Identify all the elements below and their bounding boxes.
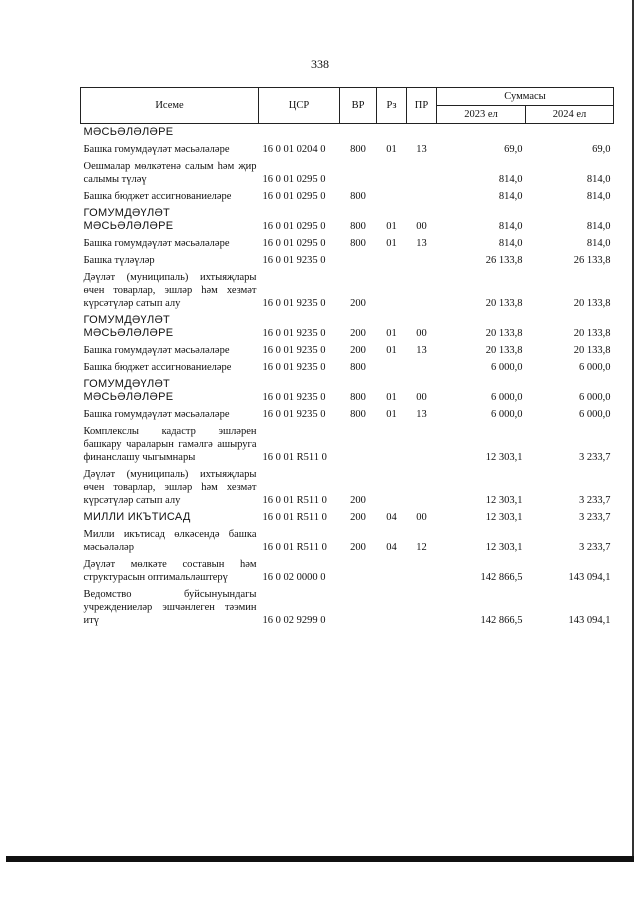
header-csr: ЦСР xyxy=(259,88,340,124)
row-pr: 00 xyxy=(416,221,427,232)
row-pr: 13 xyxy=(416,345,427,356)
row-amount-2023: 69,0 xyxy=(504,144,523,155)
page-bottom-border xyxy=(6,856,634,862)
table-row xyxy=(81,586,614,629)
row-amount-2023: 6 000,0 xyxy=(491,392,523,403)
header-rz: Рз xyxy=(377,88,407,124)
row-vr: 200 xyxy=(350,512,366,523)
row-vr: 800 xyxy=(350,221,366,232)
page-number: 338 xyxy=(311,57,329,71)
header-sums: Суммасы xyxy=(437,88,614,106)
row-amount-2024: 3 233,7 xyxy=(579,542,611,553)
row-vr: 200 xyxy=(350,542,366,553)
row-amount-2023: 142 866,5 xyxy=(480,572,523,583)
row-amount-2023: 12 303,1 xyxy=(485,452,523,463)
table-row xyxy=(81,252,614,269)
table-row xyxy=(81,526,614,556)
row-csr: 16 0 01 9235 0 xyxy=(262,409,326,420)
row-vr: 200 xyxy=(350,328,366,339)
row-rz xyxy=(377,188,407,205)
row-csr: 16 0 01 9235 0 xyxy=(262,298,326,309)
row-rz: 01 xyxy=(386,345,397,356)
row-vr xyxy=(340,124,377,142)
row-name: Башка бюджет ассигнованиеләре xyxy=(83,362,232,373)
row-name: Башка гомумдәүләт мәсьәләләре xyxy=(83,409,230,420)
row-name: ГОМУМДӘҮЛӘТ МӘСЬӘЛӘЛӘРЕ xyxy=(83,314,174,339)
row-csr: 16 0 01 0295 0 xyxy=(262,191,326,202)
row-vr xyxy=(340,556,377,586)
row-csr: 16 0 01 9235 0 xyxy=(262,362,326,373)
row-amount-2023: 12 303,1 xyxy=(485,495,523,506)
row-amount-2023: 20 133,8 xyxy=(485,328,523,339)
table-row xyxy=(81,423,614,466)
row-name: Башка гомумдәүләт мәсьәләләре xyxy=(83,144,230,155)
row-amount-2024: 69,0 xyxy=(592,144,611,155)
row-vr: 800 xyxy=(350,238,366,249)
row-pr xyxy=(407,556,437,586)
row-amount-2023: 6 000,0 xyxy=(491,362,523,373)
row-rz xyxy=(377,586,407,629)
row-amount-2024: 20 133,8 xyxy=(573,328,611,339)
row-csr: 16 0 01 R511 0 xyxy=(262,512,327,523)
row-vr: 800 xyxy=(350,392,366,403)
row-amount-2023: 6 000,0 xyxy=(491,409,523,420)
table-row xyxy=(81,141,614,158)
table-header xyxy=(81,88,614,124)
row-pr: 00 xyxy=(416,328,427,339)
header-year-2023: 2023 ел xyxy=(437,106,526,124)
row-vr: 800 xyxy=(350,362,366,373)
row-amount-2024: 814,0 xyxy=(586,191,611,202)
row-csr: 16 0 01 R511 0 xyxy=(262,542,327,553)
table-row xyxy=(81,359,614,376)
row-pr xyxy=(407,124,437,142)
row-pr xyxy=(407,252,437,269)
row-csr: 16 0 01 R511 0 xyxy=(262,495,327,506)
row-pr xyxy=(407,188,437,205)
row-name: ГОМУМДӘҮЛӘТ МӘСЬӘЛӘЛӘРЕ xyxy=(83,378,174,403)
row-csr: 16 0 02 9299 0 xyxy=(262,615,326,626)
row-csr: 16 0 01 9235 0 xyxy=(262,255,326,266)
row-amount-2023: 12 303,1 xyxy=(485,512,523,523)
row-name: МӘСЬӘЛӘЛӘРЕ xyxy=(83,126,174,138)
row-rz: 04 xyxy=(386,512,397,523)
row-amount-2024: 20 133,8 xyxy=(573,345,611,356)
row-rz xyxy=(377,466,407,509)
row-csr: 16 0 01 9235 0 xyxy=(262,345,326,356)
row-vr: 800 xyxy=(350,144,366,155)
table-body xyxy=(81,124,614,630)
row-amount-2023: 814,0 xyxy=(498,191,523,202)
table-row xyxy=(81,235,614,252)
table-row xyxy=(81,406,614,423)
row-amount-2024 xyxy=(526,124,614,142)
row-amount-2024: 6 000,0 xyxy=(579,392,611,403)
row-amount-2023: 814,0 xyxy=(498,221,523,232)
page-edge-line xyxy=(632,0,634,862)
header-year-2024: 2024 ел xyxy=(526,106,614,124)
row-pr: 13 xyxy=(416,409,427,420)
row-amount-2023 xyxy=(437,124,526,142)
table-row xyxy=(81,124,614,142)
row-rz: 01 xyxy=(386,409,397,420)
row-vr xyxy=(340,252,377,269)
row-rz xyxy=(377,556,407,586)
row-pr xyxy=(407,423,437,466)
row-rz: 01 xyxy=(386,238,397,249)
row-amount-2024: 143 094,1 xyxy=(568,615,611,626)
row-pr xyxy=(407,158,437,188)
row-name: Башка гомумдәүләт мәсьәләләре xyxy=(83,345,230,356)
row-pr xyxy=(407,269,437,312)
row-name: Башка гомумдәүләт мәсьәләләре xyxy=(83,238,230,249)
row-rz xyxy=(377,124,407,142)
row-csr: 16 0 01 9235 0 xyxy=(262,328,326,339)
row-rz: 01 xyxy=(386,144,397,155)
row-pr: 00 xyxy=(416,392,427,403)
table-row xyxy=(81,312,614,342)
row-vr xyxy=(340,158,377,188)
header-pr: ПР xyxy=(407,88,437,124)
row-pr: 12 xyxy=(416,542,427,553)
table-row xyxy=(81,466,614,509)
row-rz xyxy=(377,252,407,269)
row-vr: 200 xyxy=(350,495,366,506)
row-rz: 01 xyxy=(386,328,397,339)
header-vr: ВР xyxy=(340,88,377,124)
row-amount-2024: 814,0 xyxy=(586,174,611,185)
row-pr: 13 xyxy=(416,238,427,249)
table-row xyxy=(81,509,614,526)
row-rz: 04 xyxy=(386,542,397,553)
row-amount-2023: 814,0 xyxy=(498,238,523,249)
row-amount-2024: 814,0 xyxy=(586,238,611,249)
row-rz: 01 xyxy=(386,221,397,232)
row-name: Ведомство буйсынуындагы учреждениеләр эшчәнлеген тәэмин итү xyxy=(83,589,257,626)
row-amount-2023: 814,0 xyxy=(498,174,523,185)
row-pr: 00 xyxy=(416,512,427,523)
row-name: Комплекслы кадастр эшләрен башкару чараларын гамәлгә ашыруга финанслашу чыгымнары xyxy=(83,426,257,463)
row-rz xyxy=(377,423,407,466)
row-rz xyxy=(377,359,407,376)
row-name: Дәүләт (муниципаль) ихтыяҗлары өчен товарлар, эшләр һәм хезмәт күрсәтүләр сатып алу xyxy=(83,272,257,309)
row-amount-2024: 20 133,8 xyxy=(573,298,611,309)
row-csr: 16 0 01 0295 0 xyxy=(262,238,326,249)
row-csr: 16 0 02 0000 0 xyxy=(262,572,326,583)
row-name: Оешмалар мөлкәтенә салым һәм җир салымы түләү xyxy=(83,161,257,185)
row-vr: 800 xyxy=(350,191,366,202)
row-amount-2023: 26 133,8 xyxy=(485,255,523,266)
row-name: Милли икътисад өлкәсендә башка мәсьәләләр xyxy=(83,529,257,553)
row-amount-2024: 814,0 xyxy=(586,221,611,232)
row-csr xyxy=(259,124,340,142)
row-vr xyxy=(340,423,377,466)
row-pr xyxy=(407,359,437,376)
row-vr xyxy=(340,586,377,629)
row-rz: 01 xyxy=(386,392,397,403)
table-row xyxy=(81,376,614,406)
row-amount-2024: 3 233,7 xyxy=(579,495,611,506)
row-name: Башка бюджет ассигнованиеләре xyxy=(83,191,232,202)
row-rz xyxy=(377,158,407,188)
table-row xyxy=(81,158,614,188)
row-csr: 16 0 01 0204 0 xyxy=(262,144,326,155)
row-amount-2024: 143 094,1 xyxy=(568,572,611,583)
row-amount-2023: 20 133,8 xyxy=(485,345,523,356)
row-name: Башка түләүләр xyxy=(83,255,155,266)
header-name: Исеме xyxy=(81,88,259,124)
table-row xyxy=(81,188,614,205)
row-csr: 16 0 01 0295 0 xyxy=(262,221,326,232)
row-csr: 16 0 01 9235 0 xyxy=(262,392,326,403)
row-amount-2023: 12 303,1 xyxy=(485,542,523,553)
table-row xyxy=(81,556,614,586)
row-rz xyxy=(377,269,407,312)
row-amount-2024: 6 000,0 xyxy=(579,409,611,420)
row-amount-2024: 3 233,7 xyxy=(579,452,611,463)
table-row xyxy=(81,205,614,235)
budget-table xyxy=(80,87,614,629)
table-row xyxy=(81,342,614,359)
row-csr: 16 0 01 0295 0 xyxy=(262,174,326,185)
row-name: Дәүләт (муниципаль) ихтыяҗлары өчен товарлар, эшләр һәм хезмәт күрсәтүләр сатып алу xyxy=(83,469,257,506)
row-vr: 200 xyxy=(350,298,366,309)
row-name: МИЛЛИ ИКЪТИСАД xyxy=(83,511,191,523)
row-vr: 800 xyxy=(350,409,366,420)
row-csr: 16 0 01 R511 0 xyxy=(262,452,327,463)
table-row xyxy=(81,269,614,312)
row-amount-2024: 26 133,8 xyxy=(573,255,611,266)
row-pr xyxy=(407,586,437,629)
row-vr: 200 xyxy=(350,345,366,356)
row-name: ГОМУМДӘҮЛӘТ МӘСЬӘЛӘЛӘРЕ xyxy=(83,207,174,232)
row-amount-2023: 142 866,5 xyxy=(480,615,523,626)
row-pr: 13 xyxy=(416,144,427,155)
row-amount-2024: 6 000,0 xyxy=(579,362,611,373)
row-amount-2023: 20 133,8 xyxy=(485,298,523,309)
row-name: Дәүләт мөлкәте составын һәм структурасын оптимальләштерү xyxy=(83,559,257,583)
row-amount-2024: 3 233,7 xyxy=(579,512,611,523)
row-pr xyxy=(407,466,437,509)
